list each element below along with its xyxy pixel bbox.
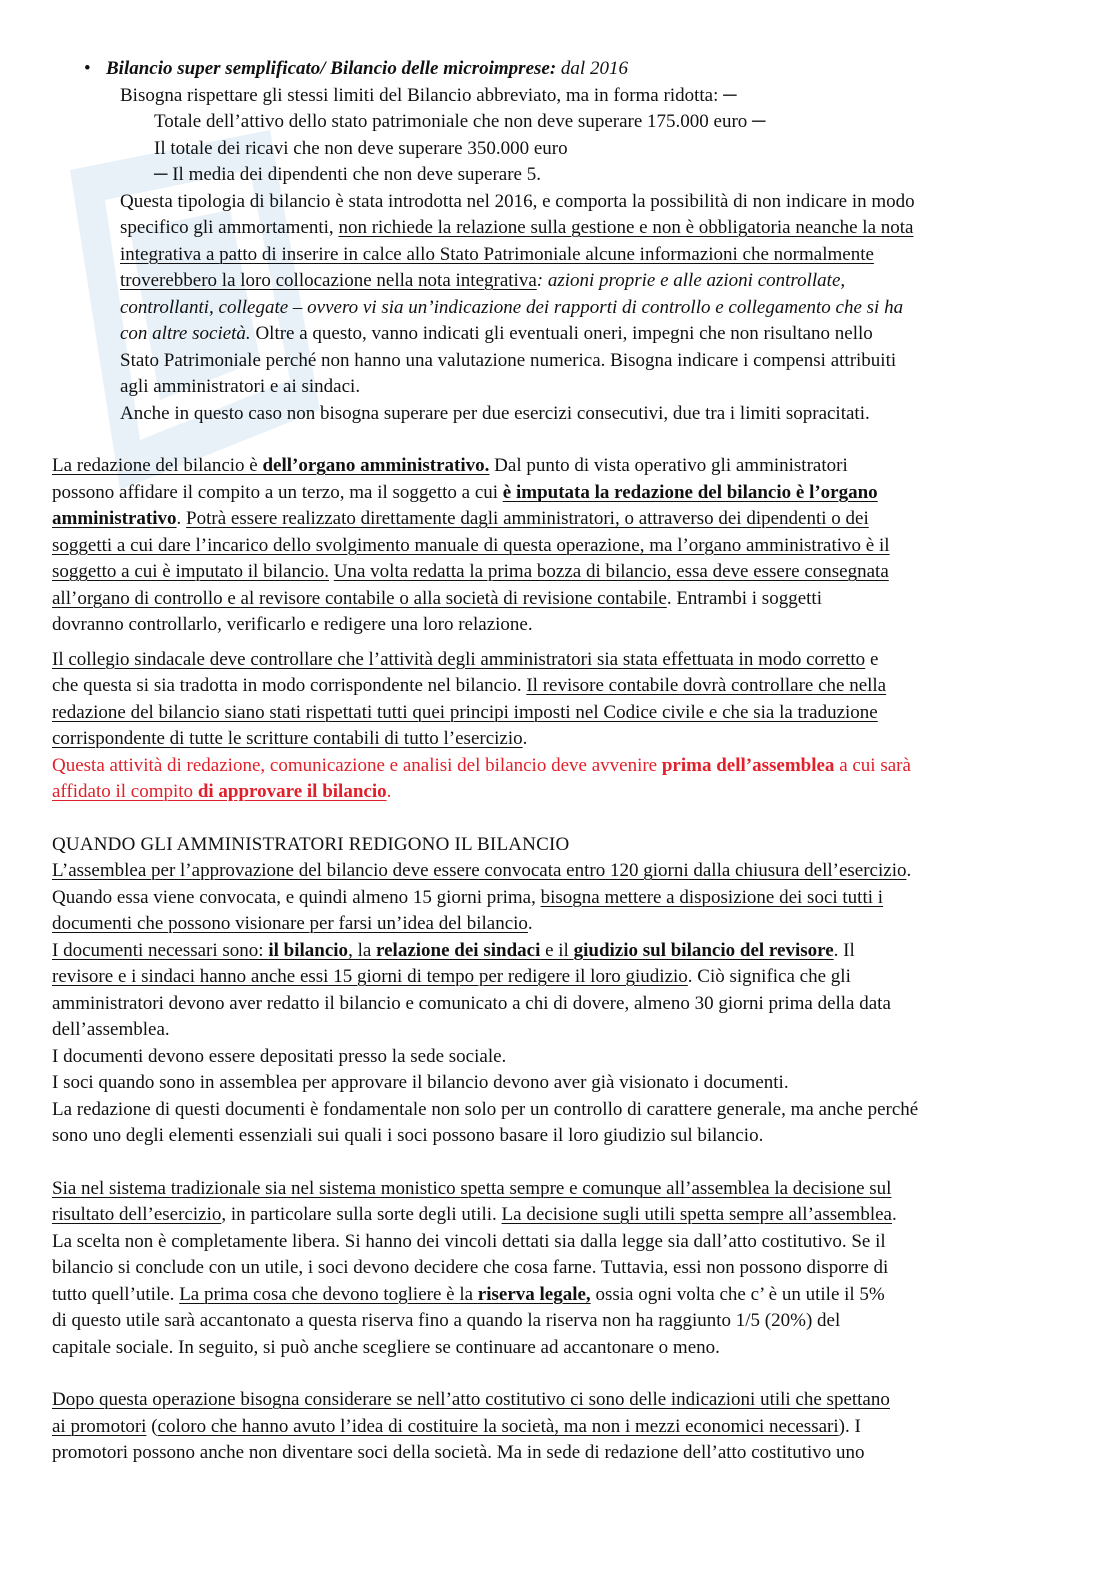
bullet-icon: • (84, 58, 91, 79)
paragraph-line: Dopo questa operazione bisogna considerare se nell’atto costitutivo ci sono delle indicazioni utili che spettano (52, 1389, 890, 1410)
paragraph-line: dovranno controllarlo, verificarlo e redigere una loro relazione. (52, 614, 533, 635)
limit-item: Il totale dei ricavi che non deve superare 350.000 euro (154, 137, 568, 159)
paragraph-line: revisore e i sindaci hanno anche essi 15 giorni di tempo per redigere il loro giudizio. Ciò significa che gli (52, 966, 851, 987)
limit-item: Totale dell’attivo dello stato patrimoniale che non deve superare 175.000 euro ─ (154, 111, 766, 132)
paragraph-line: I documenti devono essere depositati presso la sede sociale. (52, 1045, 507, 1067)
paragraph-line: bilancio si conclude con un utile, i soci devono decidere che cosa farne. Tuttavia, essi non possono disporre di (52, 1257, 889, 1278)
paragraph-line: Stato Patrimoniale perché non hanno una valutazione numerica. Bisogna indicare i compensi attribuiti (120, 349, 897, 371)
paragraph-line: La redazione di questi documenti è fondamentale non solo per un controllo di carattere generale, ma anche perché (52, 1098, 919, 1120)
highlight-line: affidato il compito di approvare il bilancio. (52, 781, 392, 802)
paragraph-line: I soci quando sono in assemblea per approvare il bilancio devono aver già visionato i documenti. (52, 1072, 789, 1093)
paragraph-line: integrativa a patto di inserire in calce allo Stato Patrimoniale alcune informazioni che normalmente (120, 243, 874, 265)
paragraph-line: controllanti, collegate – ovvero vi sia un’indicazione dei rapporti di controllo e collegamento che si ha (120, 296, 904, 318)
paragraph-line: Quando essa viene convocata, e quindi almeno 15 giorni prima, bisogna mettere a disposizione dei soci tutti i (52, 886, 884, 908)
paragraph-line: dell’assemblea. (52, 1019, 170, 1040)
document-page (52, 56, 1064, 1467)
section-heading: QUANDO GLI AMMINISTRATORI REDIGONO IL BILANCIO (52, 833, 570, 855)
paragraph-line: specifico gli ammortamenti, non richiede la relazione sulla gestione e non è obbligatoria neanche la nota (120, 217, 914, 238)
paragraph-line: Il collegio sindacale deve controllare che l’attività degli amministratori sia stata effettuata in modo corretto e (52, 648, 879, 670)
paragraph-line: Questa tipologia di bilancio è stata introdotta nel 2016, e comporta la possibilità di non indicare in modo (120, 190, 915, 212)
paragraph-line: amministrativo. Potrà essere realizzato direttamente dagli amministratori, o attraverso dei dipendenti o dei (52, 508, 869, 529)
paragraph-line: L’assemblea per l’approvazione del bilancio deve essere convocata entro 120 giorni dalla chiusura dell’esercizio. (52, 860, 912, 881)
paragraph-line: Sia nel sistema tradizionale sia nel sistema monistico spetta sempre e comunque all’assemblea la decisione sul (52, 1177, 892, 1199)
paragraph-line: di questo utile sarà accantonato a questa riserva fino a quando la riserva non ha raggiunto 1/5 (20%) del (52, 1310, 841, 1331)
paragraph-line: risultato dell’esercizio, in particolare sulla sorte degli utili. La decisione sugli utili spetta sempre all’assemblea. (52, 1204, 897, 1225)
paragraph-line: troverebbero la loro collocazione nella nota integrativa: azioni proprie e alle azioni controllate, (120, 270, 846, 291)
paragraph-line: La redazione del bilancio è dell’organo amministrativo. Dal punto di vista operativo gli amministratori (52, 455, 848, 476)
paragraph-line: I documenti necessari sono: il bilancio, la relazione dei sindaci e il giudizio sul bilancio del revisore. Il (52, 939, 855, 961)
paragraph-line: sono uno degli elementi essenziali sui quali i soci possono basare il loro giudizio sul bilancio. (52, 1125, 764, 1146)
paragraph-line: La scelta non è completamente libera. Si hanno dei vincoli dettati sia dalla legge sia dall’atto costitutivo. Se il (52, 1230, 886, 1252)
paragraph-line: tutto quell’utile. La prima cosa che devono togliere è la riserva legale, ossia ogni volta che c’ è un utile il 5% (52, 1283, 885, 1305)
paragraph-line: promotori possono anche non diventare soci della società. Ma in sede di redazione dell’atto costitutivo uno (52, 1442, 865, 1463)
paragraph-line: soggetto a cui è imputato il bilancio. Una volta redatta la prima bozza di bilancio, essa deve essere consegnata (52, 561, 889, 582)
paragraph-line: che questa si sia tradotta in modo corrispondente nel bilancio. Il revisore contabile dovrà controllare che nella (52, 675, 887, 696)
paragraph-line: agli amministratori e ai sindaci. (120, 376, 361, 397)
highlight-line: Questa attività di redazione, comunicazione e analisi del bilancio deve avvenire prima dell’assemblea a cui sarà (52, 754, 911, 776)
paragraph-line: possono affidare il compito a un terzo, ma il soggetto a cui è imputata la redazione del bilancio è l’organo (52, 481, 878, 503)
paragraph-line: ai promotori (coloro che hanno avuto l’idea di costituire la società, ma non i mezzi economici necessari). I (52, 1415, 861, 1437)
section1-title-line: • Bilancio super semplificato/ Bilancio delle microimprese: dal 2016 (52, 56, 1064, 83)
paragraph-line: amministratori devono aver redatto il bilancio e comunicato a chi di dovere, almeno 30 giorni prima della data (52, 992, 891, 1014)
paragraph-line: corrispondente di tutte le scritture contabili di tutto l’esercizio. (52, 728, 528, 749)
paragraph-line: soggetti a cui dare l’incarico dello svolgimento manuale di questa operazione, ma l’organo amministrativo è il (52, 534, 890, 556)
limit-item: ─ Il media dei dipendenti che non deve superare 5. (154, 164, 541, 185)
paragraph-line: Anche in questo caso non bisogna superare per due esercizi consecutivi, due tra i limiti sopracitati. (120, 402, 870, 424)
paragraph-line: con altre società. Oltre a questo, vanno indicati gli eventuali oneri, impegni che non risultano nello (120, 323, 873, 344)
paragraph-line: documenti che possono visionare per farsi un’idea del bilancio. (52, 913, 533, 934)
section1-intro: Bisogna rispettare gli stessi limiti del Bilancio abbreviato, ma in forma ridotta: ─ (120, 84, 737, 106)
paragraph-line: redazione del bilancio siano stati rispettati tutti quei principi imposti nel Codice civile e che sia la traduzione (52, 701, 878, 723)
paragraph-line: all’organo di controllo e al revisore contabile o alla società di revisione contabile. Entrambi i soggetti (52, 587, 822, 609)
paragraph-line: capitale sociale. In seguito, si può anche scegliere se continuare ad accantonare o meno. (52, 1336, 720, 1358)
section1-title: Bilancio super semplificato/ Bilancio delle microimprese: (106, 58, 557, 79)
